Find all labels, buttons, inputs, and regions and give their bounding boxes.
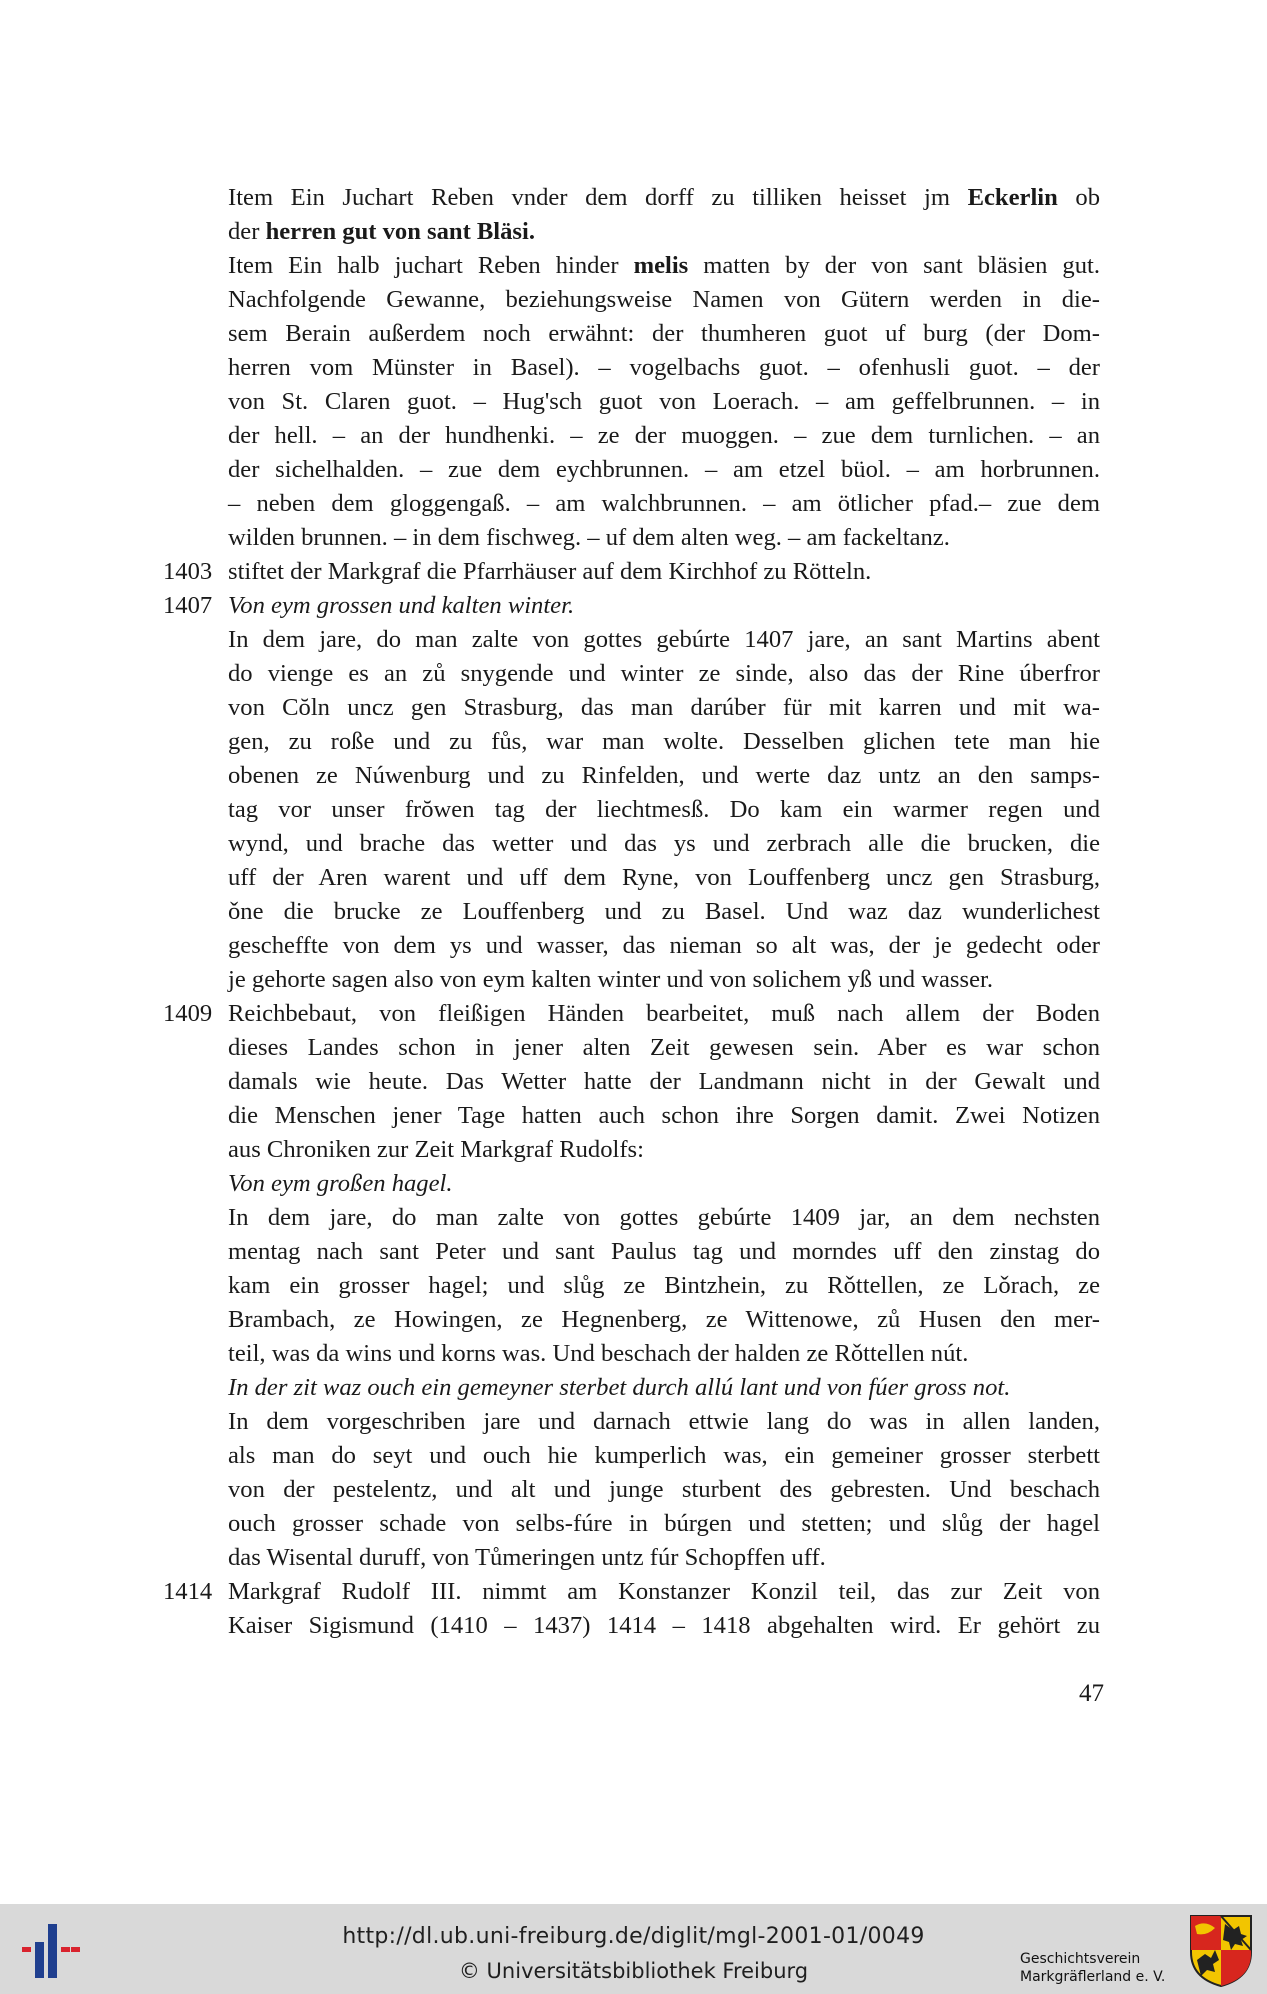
text-line: [228, 1031, 1100, 1065]
text-line: [228, 249, 1100, 283]
line-content: [228, 419, 1100, 453]
text-span: aus Chroniken zur Zeit Markgraf Rudolfs:: [228, 1136, 644, 1163]
line-content: [228, 1473, 1100, 1507]
text-line: [163, 1575, 1100, 1609]
text-span: Reichbebaut, von fleißigen Händen bearbeitet, muß nach allem der Boden: [228, 1000, 1100, 1027]
year-marker: 1403: [163, 558, 213, 585]
line-content: [228, 453, 1100, 487]
line-content: [228, 1337, 1100, 1371]
footer-copyright: © Universitätsbibliothek Freiburg: [458, 1959, 809, 1983]
text-line: [228, 759, 1100, 793]
text-span: In dem vorgeschriben jare und darnach ettwie lang do was in allen landen,: [228, 1408, 1100, 1435]
text-line: [228, 215, 1100, 249]
text-block: [163, 181, 1100, 1643]
line-content: [228, 691, 1100, 725]
text-span: matten by der von sant bläsien gut.: [688, 252, 1100, 279]
bold-text: melis: [633, 252, 689, 279]
text-line: [228, 1235, 1100, 1269]
text-span: je gehorte sagen also von eym kalten winter und von solichem yß und wasser.: [228, 966, 993, 993]
text-span: kam ein grosser hagel; und slůg ze Bintzhein, zu Rǒttellen, ze Lǒrach, ze: [228, 1272, 1100, 1299]
text-line: [228, 1099, 1100, 1133]
year-marker: 1407: [163, 592, 213, 619]
text-line: [228, 623, 1100, 657]
line-content: [228, 827, 1100, 861]
text-line: [228, 1167, 1100, 1201]
text-span: In dem jare, do man zalte von gottes gebúrte 1409 jar, an dem nechsten: [228, 1204, 1100, 1231]
text-span: gescheffte von dem ys und wasser, das nieman so alt was, der je gedecht oder: [228, 932, 1100, 959]
bold-text: herren gut von sant Bläsi.: [265, 218, 535, 245]
line-content: [228, 1575, 1100, 1609]
line-content: [228, 963, 1100, 997]
line-content: [228, 1167, 1100, 1201]
text-span: damals wie heute. Das Wetter hatte der Landmann nicht in der Gewalt und: [228, 1068, 1100, 1095]
text-line: [228, 1541, 1100, 1575]
text-span: der hell. – an der hundhenki. – ze der muoggen. – zue dem turnlichen. – an: [228, 422, 1100, 449]
text-line: [228, 453, 1100, 487]
line-content: [228, 1405, 1100, 1439]
text-line: [228, 1201, 1100, 1235]
text-span: Item Ein Juchart Reben vnder dem dorff zu tilliken heisset jm: [228, 184, 968, 211]
text-span: der sichelhalden. – zue dem eychbrunnen. – am etzel büol. – am horbrunnen.: [228, 456, 1100, 483]
line-content: [228, 351, 1100, 385]
text-line: [228, 1609, 1100, 1643]
text-span: ouch grosser schade von selbs-fúre in búrgen und stetten; und slůg der hagel: [228, 1510, 1100, 1537]
text-span: sem Berain außerdem noch erwähnt: der thumheren guot uf burg (der Dom-: [228, 320, 1100, 347]
footer-url-link[interactable]: http://dl.ub.uni-freiburg.de/diglit/mgl-2001-01/0049: [342, 1924, 925, 1949]
line-content: [228, 1439, 1100, 1473]
page-number: 47: [1079, 1680, 1104, 1707]
text-line: [228, 895, 1100, 929]
text-span: stiftet der Markgraf die Pfarrhäuser auf dem Kirchhof zu Rötteln.: [228, 558, 872, 585]
text-span: mentag nach sant Peter und sant Paulus tag und morndes uff den zinstag do: [228, 1238, 1100, 1265]
text-span: gen, zu roße und zu fůs, war man wolte. Desselben glichen tete man hie: [228, 728, 1100, 755]
line-content: [228, 589, 1100, 623]
text-span: ob: [1057, 184, 1100, 211]
text-line: [228, 793, 1100, 827]
text-line: [228, 385, 1100, 419]
line-content: [228, 181, 1100, 215]
line-content: [228, 1099, 1100, 1133]
text-line: [228, 1405, 1100, 1439]
text-line: [228, 691, 1100, 725]
line-content: [228, 1065, 1100, 1099]
text-line: [228, 1507, 1100, 1541]
line-content: [228, 1133, 1100, 1167]
bold-text: Eckerlin: [967, 184, 1058, 211]
text-line: [163, 589, 1100, 623]
text-span: teil, was da wins und korns was. Und beschach der halden ze Rǒttellen nút.: [228, 1340, 969, 1367]
year-marker: 1409: [163, 1000, 213, 1027]
text-line: [228, 419, 1100, 453]
line-content: [228, 521, 1100, 555]
society-name: [1020, 1950, 1165, 1986]
text-line: [228, 725, 1100, 759]
line-content: [228, 385, 1100, 419]
line-content: [228, 249, 1100, 283]
society-name-line-2: Markgräflerland e. V.: [1020, 1969, 1166, 1985]
italic-text: Von eym grossen und kalten winter.: [228, 592, 575, 619]
text-line: [163, 555, 1100, 589]
text-line: [228, 827, 1100, 861]
text-span: do vienge es an zů snygende und winter ze sinde, also das der Rine úberfror: [228, 660, 1100, 687]
text-span: das Wisental duruff, von Tůmeringen untz fúr Schopffen uff.: [228, 1544, 826, 1571]
text-line: [228, 1337, 1100, 1371]
text-line: [228, 861, 1100, 895]
line-content: [228, 555, 1100, 589]
text-span: – neben dem gloggengaß. – am walchbrunnen. – am ötlicher pfad.– zue dem: [228, 490, 1100, 517]
society-name-line-1: Geschichtsverein: [1020, 1951, 1141, 1967]
line-content: [228, 793, 1100, 827]
line-content: [228, 487, 1100, 521]
line-content: [228, 1507, 1100, 1541]
text-line: [228, 181, 1100, 215]
text-line: [228, 521, 1100, 555]
coat-of-arms-icon: [1189, 1914, 1253, 1988]
line-content: [228, 623, 1100, 657]
text-line: [228, 1371, 1100, 1405]
text-line: [228, 929, 1100, 963]
text-line: [228, 1303, 1100, 1337]
text-span: von Cŏln uncz gen Strasburg, das man darúber für mit karren und mit wa-: [228, 694, 1100, 721]
text-span: Brambach, ze Howingen, ze Hegnenberg, ze Wittenowe, zů Husen den mer-: [228, 1306, 1100, 1333]
text-line: [228, 1065, 1100, 1099]
year-marker: 1414: [163, 1578, 213, 1605]
italic-text: In der zit waz ouch ein gemeyner sterbet durch allú lant und von fúer gross not.: [228, 1374, 1011, 1401]
line-content: [228, 725, 1100, 759]
text-line: [228, 487, 1100, 521]
text-span: tag vor unser frŏwen tag der liechtmesß. Do kam ein warmer regen und: [228, 796, 1100, 823]
line-content: [228, 1371, 1100, 1405]
text-span: ǒne die brucke ze Louffenberg und zu Basel. Und waz daz wunderlichest: [228, 898, 1100, 925]
text-line: [228, 1439, 1100, 1473]
text-span: Markgraf Rudolf III. nimmt am Konstanzer Konzil teil, das zur Zeit von: [228, 1578, 1100, 1605]
text-line: [228, 1269, 1100, 1303]
line-content: [228, 861, 1100, 895]
line-content: [228, 317, 1100, 351]
line-content: [228, 215, 1100, 249]
line-content: [228, 1201, 1100, 1235]
text-span: wynd, und brache das wetter und das ys und zerbrach alle die brucken, die: [228, 830, 1100, 857]
text-span: von St. Claren guot. – Hug'sch guot von Loerach. – am geffelbrunnen. – in: [228, 388, 1100, 415]
text-span: die Menschen jener Tage hatten auch schon ihre Sorgen damit. Zwei Notizen: [228, 1102, 1100, 1129]
text-span: wilden brunnen. – in dem fischweg. – uf dem alten weg. – am fackeltanz.: [228, 524, 950, 551]
text-span: dieses Landes schon in jener alten Zeit gewesen sein. Aber es war schon: [228, 1034, 1100, 1061]
text-line: [228, 283, 1100, 317]
line-content: [228, 1269, 1100, 1303]
line-content: [228, 759, 1100, 793]
line-content: [228, 657, 1100, 691]
line-content: [228, 1235, 1100, 1269]
text-line: [228, 963, 1100, 997]
text-span: als man do seyt und ouch hie kumperlich was, ein gemeiner grosser sterbett: [228, 1442, 1100, 1469]
line-content: [228, 1609, 1100, 1643]
line-content: [228, 929, 1100, 963]
text-span: Item Ein halb juchart Reben hinder: [228, 252, 634, 279]
text-line: [163, 997, 1100, 1031]
line-content: [228, 1303, 1100, 1337]
text-line: [228, 657, 1100, 691]
text-span: Nachfolgende Gewanne, beziehungsweise Namen von Gütern werden in die-: [228, 286, 1100, 313]
footer-bar: [0, 1904, 1267, 1994]
text-line: [228, 1133, 1100, 1167]
text-line: [228, 351, 1100, 385]
text-line: [228, 1473, 1100, 1507]
line-content: [228, 283, 1100, 317]
text-span: uff der Aren warent und uff dem Ryne, von Louffenberg uncz gen Strasburg,: [228, 864, 1100, 891]
text-span: der: [228, 218, 266, 245]
text-span: obenen ze Núwenburg und zu Rinfelden, und werte daz untz an den samps-: [228, 762, 1100, 789]
line-content: [228, 1031, 1100, 1065]
line-content: [228, 997, 1100, 1031]
text-span: Kaiser Sigismund (1410 – 1437) 1414 – 1418 abgehalten wird. Er gehört zu: [228, 1612, 1100, 1639]
text-span: In dem jare, do man zalte von gottes gebúrte 1407 jare, an sant Martins abent: [228, 626, 1100, 653]
text-line: [228, 317, 1100, 351]
italic-text: Von eym großen hagel.: [228, 1170, 453, 1197]
line-content: [228, 1541, 1100, 1575]
text-span: herren vom Münster in Basel). – vogelbachs guot. – ofenhusli guot. – der: [228, 354, 1100, 381]
text-span: von der pestelentz, und alt und junge sturbent des gebresten. Und beschach: [228, 1476, 1100, 1503]
line-content: [228, 895, 1100, 929]
